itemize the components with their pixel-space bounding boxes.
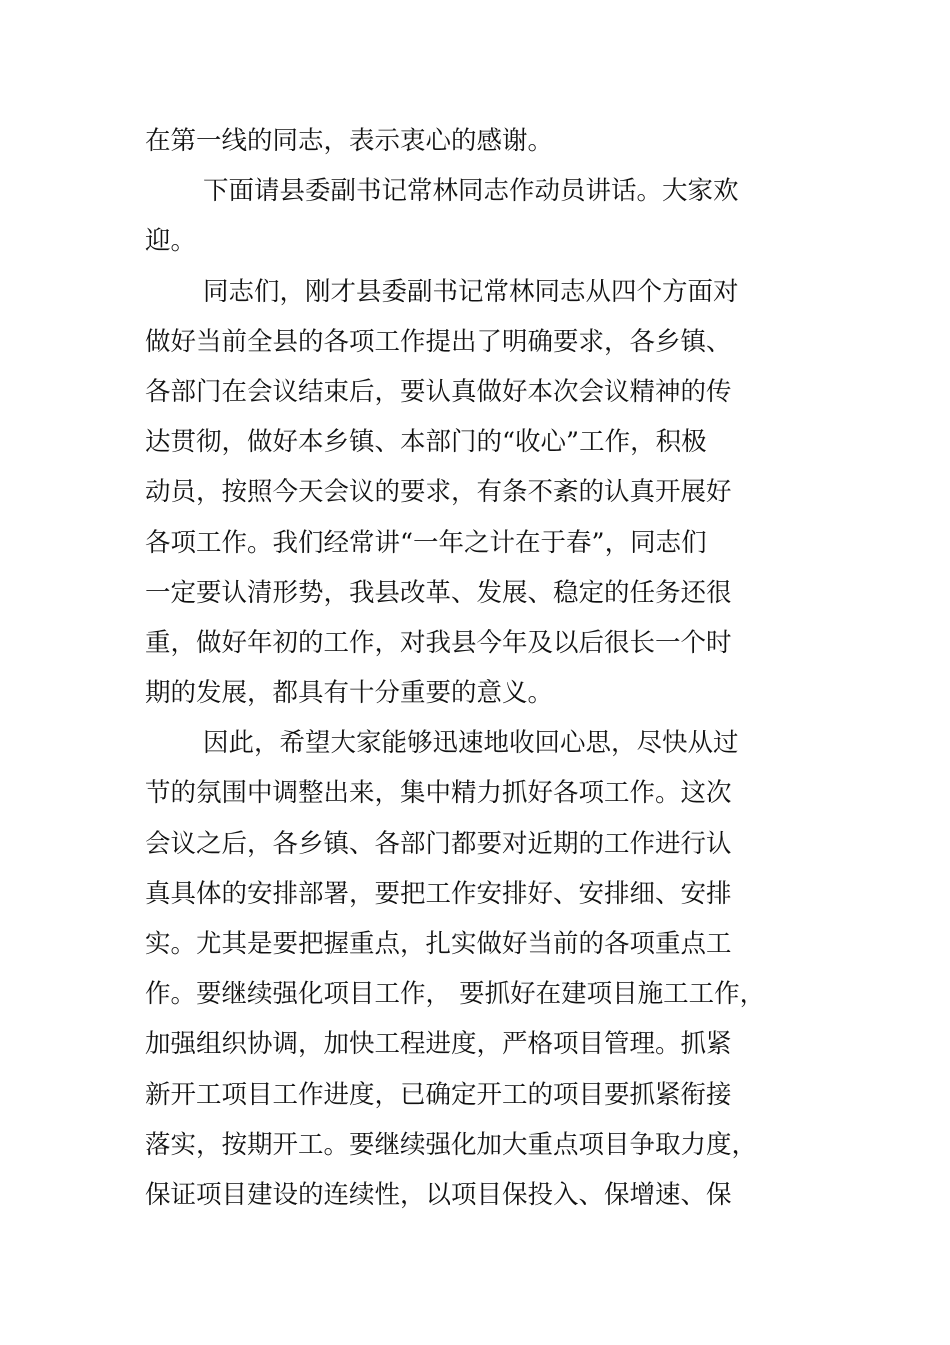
text-line: 作。要继续强化项目工作， 要抓好在建项目施工工作， (145, 979, 766, 1010)
text-line: 真具体的安排部署，要把工作安排好、安排细、安排 (145, 878, 732, 909)
text-line: 节的氛围中调整出来，集中精力抓好各项工作。这次 (145, 778, 732, 809)
text-line: 实。尤其是要把握重点，扎实做好当前的各项重点工 (145, 929, 732, 959)
text-line: 因此，希望大家能够迅速地收回心思，尽快从过 (203, 728, 739, 759)
text-line: 落实，按期开工。要继续强化加大重点项目争取力度， (145, 1129, 758, 1160)
text-line: 保证项目建设的连续性，以项目保投入、保增速、保 (145, 1179, 732, 1210)
text-line: 各部门在会议结束后，要认真做好本次会议精神的传 (145, 376, 732, 407)
text-line: 会议之后，各乡镇、各部门都要对近期的工作进行认 (145, 828, 732, 859)
text-line: 各项工作。我们经常讲“一年之计在于春”，同志们 (145, 527, 707, 558)
text-line: 动员，按照今天会议的要求，有条不紊的认真开展好 (145, 477, 732, 508)
text-line: 重，做好年初的工作，对我县今年及以后很长一个时 (145, 627, 732, 658)
text-line: 下面请县委副书记常林同志作动员讲话。大家欢 (203, 176, 739, 207)
text-line: 新开工项目工作进度，已确定开工的项目要抓紧衔接 (145, 1079, 732, 1110)
text-line: 达贯彻，做好本乡镇、本部门的“收心”工作，积极 (145, 427, 707, 458)
text-line: 期的发展，都具有十分重要的意义。 (145, 678, 554, 709)
text-line: 在第一线的同志，表示衷心的感谢。 (145, 126, 554, 156)
text-line: 迎。 (145, 226, 197, 257)
text-line: 加强组织协调，加快工程进度，严格项目管理。抓紧 (145, 1029, 732, 1060)
body-text (145, 116, 785, 1220)
text-line: 一定要认清形势，我县改革、发展、稳定的任务还很 (145, 577, 732, 608)
text-line: 做好当前全县的各项工作提出了明确要求，各乡镇、 (145, 326, 732, 357)
text-line: 同志们，刚才县委副书记常林同志从四个方面对 (203, 276, 739, 307)
